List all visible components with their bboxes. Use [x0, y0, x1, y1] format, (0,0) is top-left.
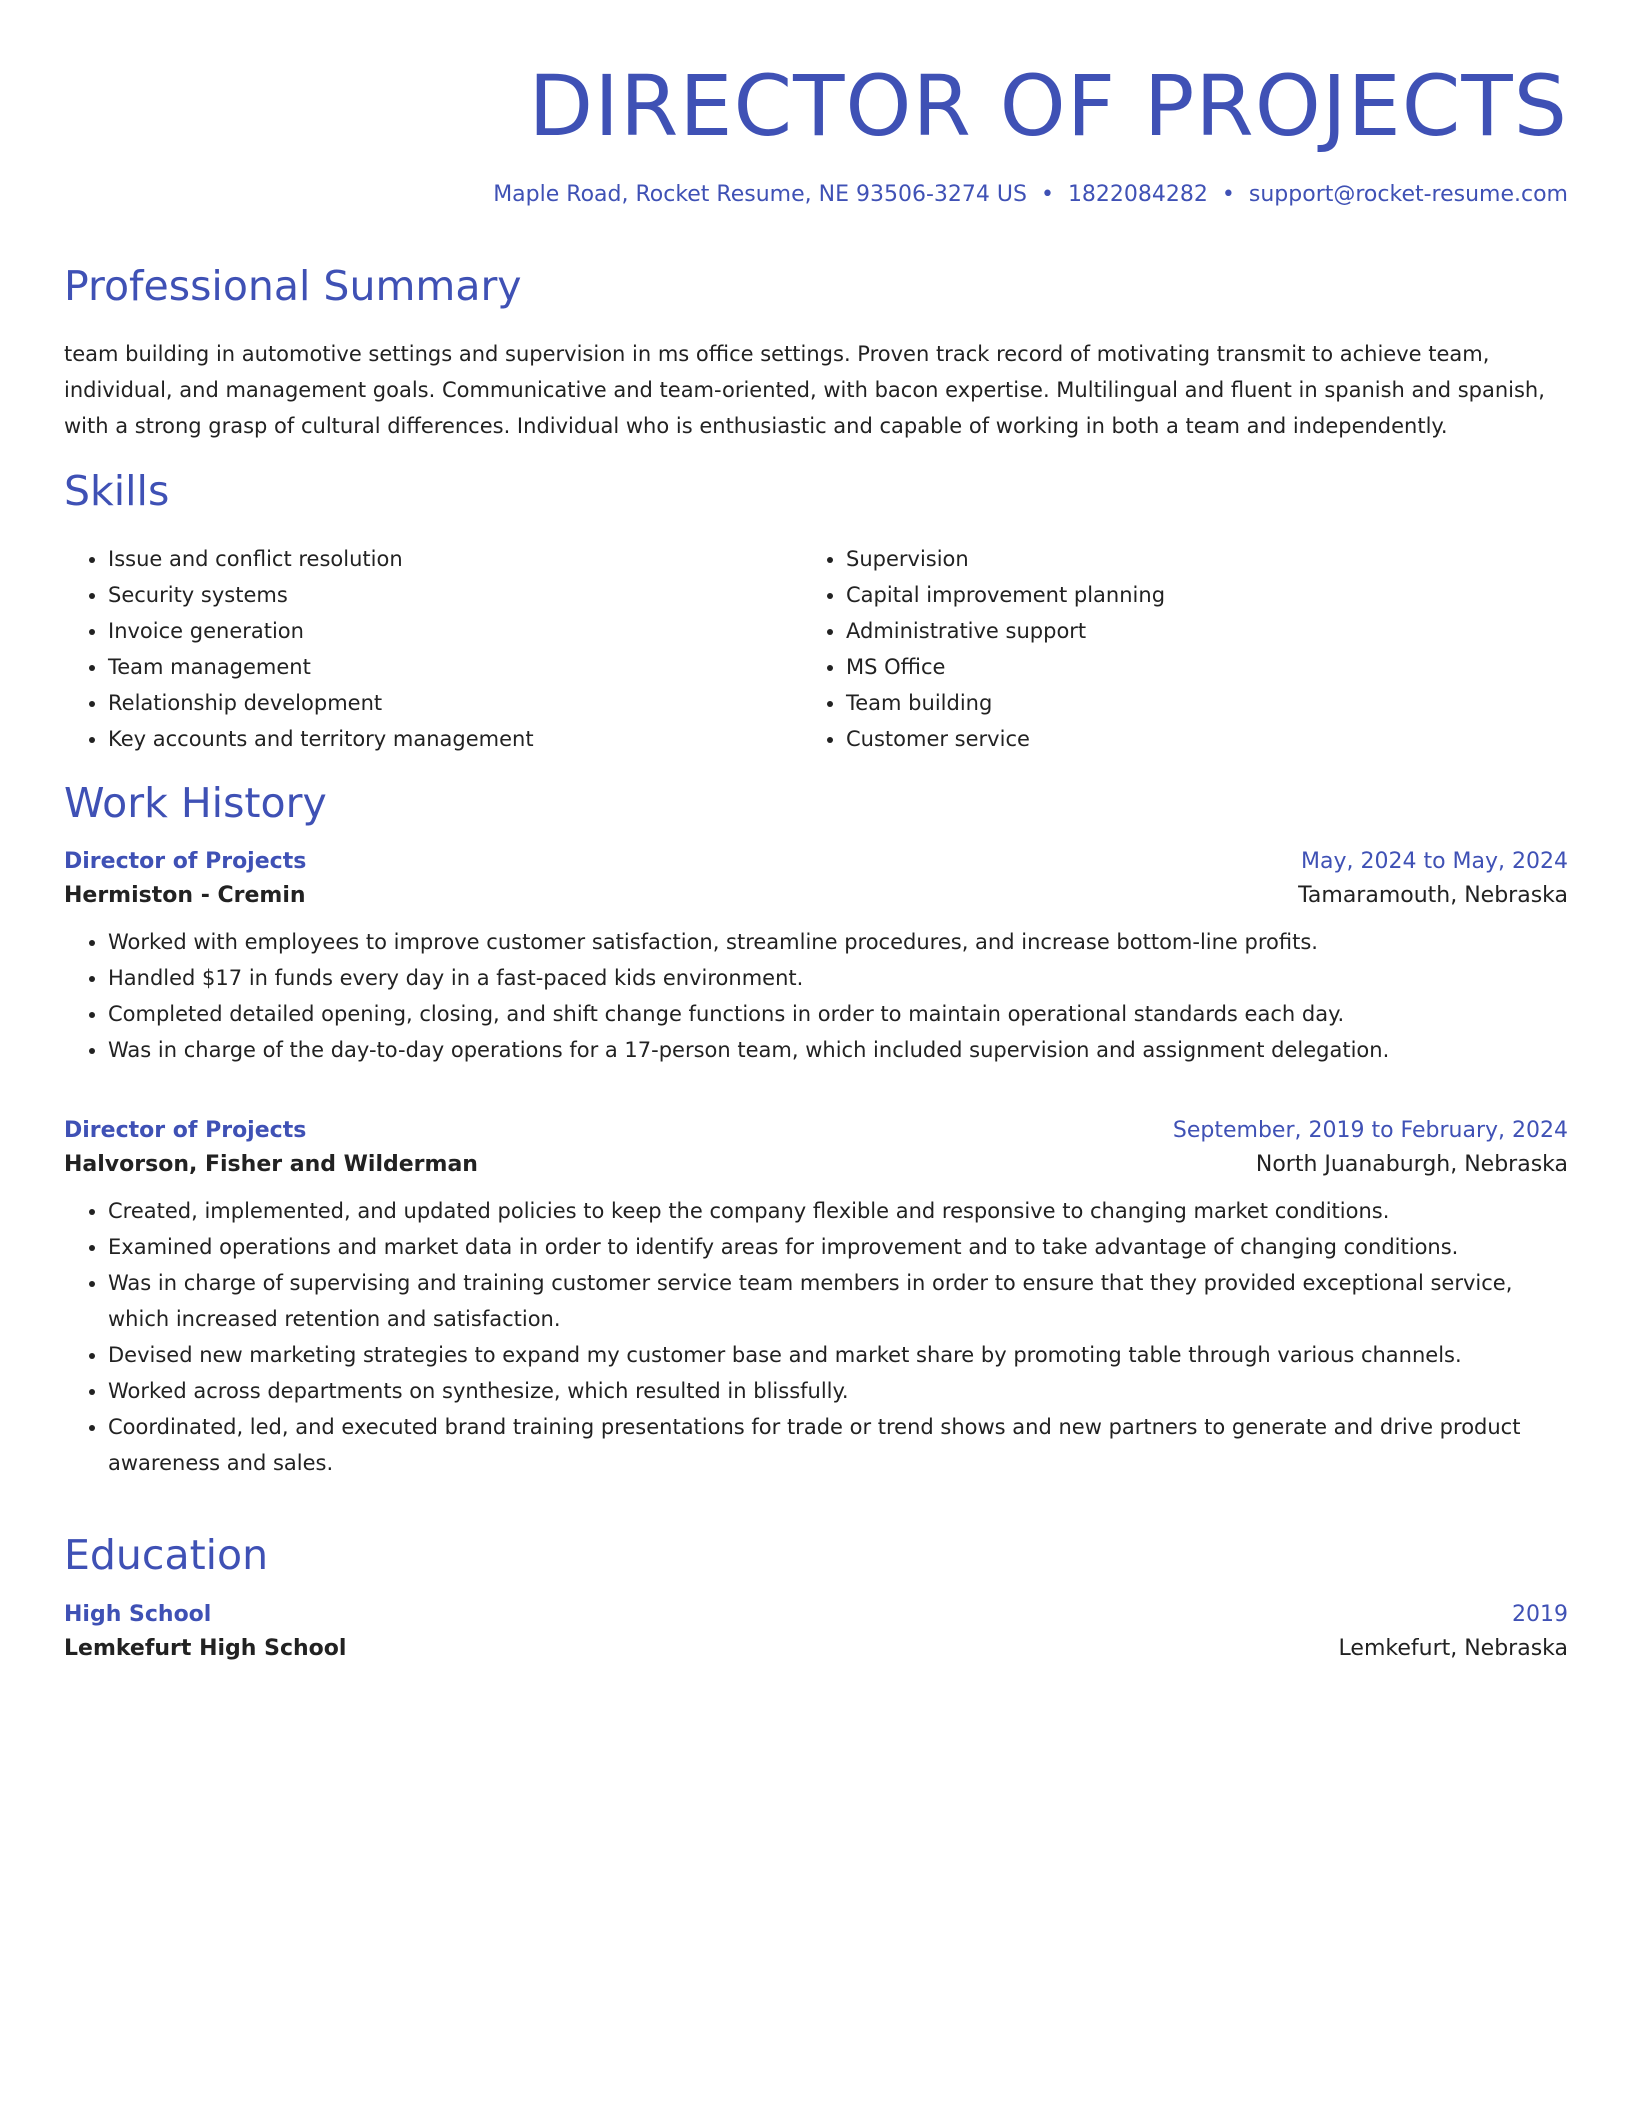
job-bullet: • Coordinated, led, and executed brand training presentations for trade or trend shows and new partners to generate and drive product awareness and sales. — [108, 1409, 1568, 1481]
job-bullet: • Was in charge of supervising and training customer service team members in order to ensure that they provided exceptional service, which increased retention and satisfaction. — [108, 1265, 1568, 1337]
education-heading: Education — [64, 1531, 269, 1579]
skills-list — [64, 541, 1568, 757]
bullet-separator: • — [1221, 182, 1235, 207]
school-name: Lemkefurt High School — [64, 1636, 347, 1661]
bullet-separator: • — [1040, 182, 1054, 207]
job-location: Tamaramouth, Nebraska — [1298, 883, 1568, 908]
contact-line — [493, 180, 1568, 210]
skills-column-right — [802, 541, 1540, 757]
job-bullet: • Handled $17 in funds every day in a fast-paced kids environment. — [108, 960, 1568, 996]
skills-heading: Skills — [64, 467, 170, 515]
job-dates: September, 2019 to February, 2024 — [1172, 1118, 1568, 1143]
address-text: Maple Road, Rocket Resume, NE 93506-3274 US — [493, 182, 1027, 207]
email-link[interactable]: support@rocket-resume.com — [1248, 182, 1568, 207]
company-name: Halvorson, Fisher and Wilderman — [64, 1152, 478, 1177]
skill-item: • Relationship development — [108, 685, 802, 721]
skill-item: • Supervision — [846, 541, 1540, 577]
skill-item: • Team management — [108, 649, 802, 685]
skill-item: • Security systems — [108, 577, 802, 613]
skill-item: • Key accounts and territory management — [108, 721, 802, 757]
job-bullet: • Devised new marketing strategies to expand my customer base and market share by promoting table through various channels. — [108, 1337, 1568, 1373]
job-dates: May, 2024 to May, 2024 — [1301, 849, 1568, 874]
company-name: Hermiston - Cremin — [64, 883, 306, 908]
graduation-year: 2019 — [1512, 1602, 1568, 1627]
job-location: North Juanaburgh, Nebraska — [1255, 1152, 1568, 1177]
job-entry — [64, 1115, 1568, 1481]
skill-item: • MS Office — [846, 649, 1540, 685]
skill-item: • Customer service — [846, 721, 1540, 757]
job-bullets — [64, 924, 1568, 1068]
summary-text: team building in automotive settings and supervision in ms office settings. Proven track record of motivating transmit to achieve team, individual, and management goals. Communicative and team-oriented, with bacon expertise. Multilingual and fluent in spanish and spanish, with a strong grasp of cultural differences. Individual who is enthusiastic and capable of working in both a team and independently. — [64, 342, 1545, 438]
job-bullet: • Worked across departments on synthesize, which resulted in blissfully. — [108, 1373, 1568, 1409]
school-location: Lemkefurt, Nebraska — [1338, 1636, 1568, 1661]
summary-heading: Professional Summary — [64, 262, 522, 310]
job-bullet: • Completed detailed opening, closing, and shift change functions in order to maintain operational standards each day. — [108, 996, 1568, 1032]
resume-name: DIRECTOR OF PROJECTS — [528, 57, 1568, 155]
skill-item: • Invoice generation — [108, 613, 802, 649]
job-title: Director of Projects — [64, 1118, 307, 1143]
degree-name: High School — [64, 1602, 212, 1627]
job-entry — [64, 846, 1568, 1068]
skill-item: • Capital improvement planning — [846, 577, 1540, 613]
job-bullet: • Was in charge of the day-to-day operations for a 17-person team, which included supervision and assignment delegation. — [108, 1032, 1568, 1068]
job-bullet: • Worked with employees to improve customer satisfaction, streamline procedures, and increase bottom-line profits. — [108, 924, 1568, 960]
job-title: Director of Projects — [64, 849, 307, 874]
skill-item: • Administrative support — [846, 613, 1540, 649]
work-history-heading: Work History — [64, 779, 327, 827]
skill-item: • Issue and conflict resolution — [108, 541, 802, 577]
education-entry — [64, 1599, 1568, 1667]
skill-item: • Team building — [846, 685, 1540, 721]
skills-column-left — [64, 541, 802, 757]
job-bullets — [64, 1193, 1568, 1481]
job-bullet: • Created, implemented, and updated policies to keep the company flexible and responsive to changing market conditions. — [108, 1193, 1568, 1229]
phone-text: 1822084282 — [1067, 182, 1208, 207]
job-bullet: • Examined operations and market data in order to identify areas for improvement and to take advantage of changing conditions. — [108, 1229, 1568, 1265]
